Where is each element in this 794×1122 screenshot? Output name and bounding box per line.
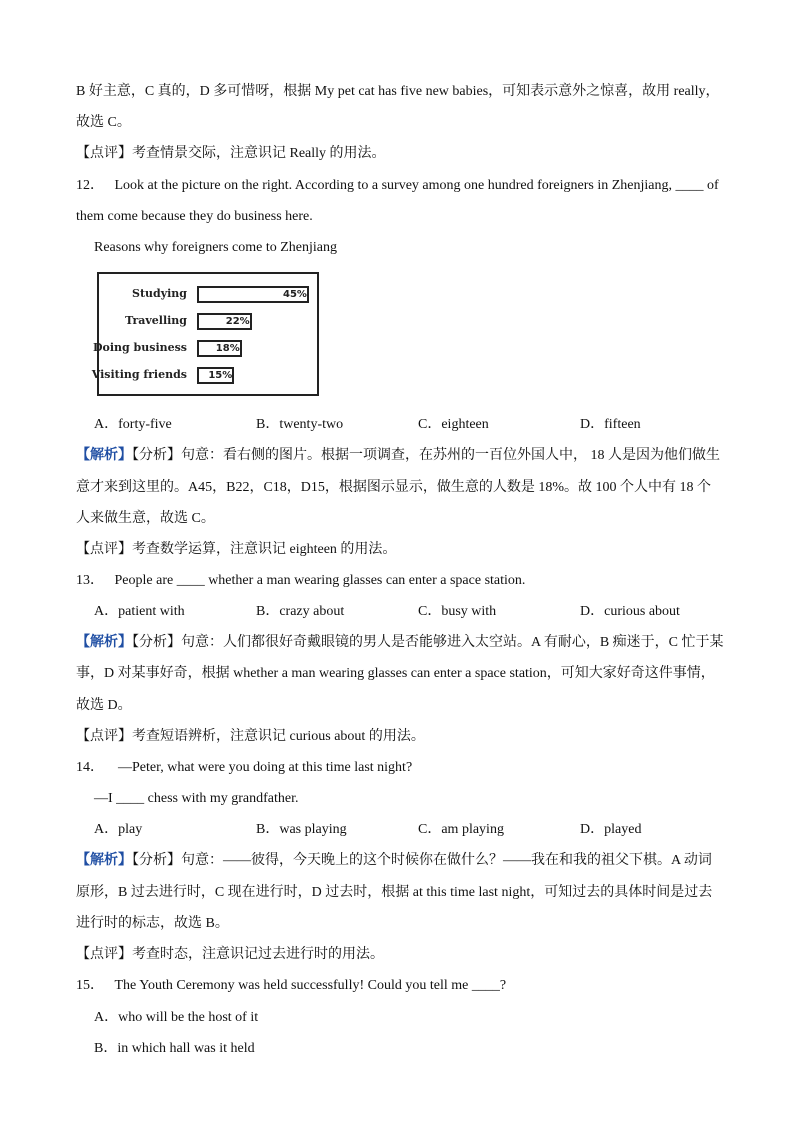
analysis-tag: 【解析】 [76,448,132,463]
chart-category-label: Travelling [125,314,187,327]
q14-stem-line1: 14． —Peter, what were you doing at this time last night? [76,760,413,775]
q12-option-b: B．twenty-two [256,417,344,432]
q12-option-a: A．forty-five [94,417,172,432]
chart-value-label: 22% [225,316,250,327]
q13-analysis-line3: 故选 D。 [76,698,132,713]
chart-category-label: Visiting friends [91,368,187,381]
q12-analysis-line1: 【解析】【分析】句意：看右侧的图片。根据一项调查，在苏州的一百位外国人中， 18 人是因为他们做生 [76,448,720,463]
chart-title: Reasons why foreigners come to Zhenjiang [94,240,337,255]
q14-stem-line2: —I ____ chess with my grandfather. [94,791,299,806]
q12-stem-line2: them come because they do business here. [76,209,313,224]
chart-category-label: Studying [132,287,187,300]
q13-option-a: A．patient with [94,604,185,619]
q14-option-d: D．played [580,822,642,837]
analysis-tag: 【解析】 [76,635,132,650]
review-text: 考查情景交际，注意识记 Really 的用法。 [132,146,386,161]
bar-chart [91,272,319,396]
q12-analysis-line2: 意才来到这里的。A45，B22，C18，D15，根据图示显示，做生意的人数是 18%。故 100 个人中有 18 个 [76,480,712,495]
q13-stem: 13． People are ____ whether a man wearing glasses can enter a space station. [76,573,526,588]
q15-option-b: B．in which hall was it held [94,1041,255,1056]
q13-option-c: C．busy with [418,604,497,619]
q12-option-c: C．eighteen [418,417,489,432]
q13-review: 【点评】考查短语辨析，注意识记 curious about 的用法。 [76,729,425,744]
q11-analysis-line2: 故选 C。 [76,115,131,130]
q13-option-d: D．curious about [580,604,680,619]
chart-category-label: Doing business [92,341,187,354]
q11-review [76,144,386,164]
q14-option-c: C．am playing [418,822,504,837]
chart-value-label: 45% [283,289,307,300]
question-number: 12． [76,178,104,193]
q15-option-a: A．who will be the host of it [94,1010,259,1025]
chart-value-label: 15% [208,370,233,381]
q14-review: 【点评】考查时态，注意识记过去进行时的用法。 [76,947,384,962]
q12-review: 【点评】考查数学运算，注意识记 eighteen 的用法。 [76,542,397,557]
q14-analysis-line3: 进行时的标志，故选 B。 [76,916,229,931]
q14-analysis-line2: 原形，B 过去进行时，C 现在进行时，D 过去时，根据 at this time last night，可知过去的具体时间是过去 [76,885,713,900]
analysis-tag: 【解析】 [76,853,132,868]
q12-option-d: D．fifteen [580,417,641,432]
q14-option-a: A．play [94,822,143,837]
q15-stem: 15． The Youth Ceremony was held successfully! Could you tell me ____? [76,978,507,993]
q13-analysis-line2: 事，D 对某事好奇，根据 whether a man wearing glasses can enter a space station，可知大家好奇这件事情， [76,666,715,681]
chart-value-label: 18% [215,343,240,354]
q13-option-b: B．crazy about [256,604,345,619]
q12-stem-line1 [76,176,719,196]
question-stem: Look at the picture on the right. According to a survey among one hundred foreigners in Zhenjiang, ____ of [114,178,719,193]
q14-analysis-line1: 【解析】【分析】句意：——彼得，今天晚上的这个时候你在做什么？——我在和我的祖父下棋。A 动词 [76,853,712,868]
review-tag: 【点评】 [76,146,132,161]
q12-analysis-line3: 人来做生意，故选 C。 [76,511,215,526]
q13-analysis-line1: 【解析】【分析】句意：人们都很好奇戴眼镜的男人是否能够进入太空站。A 有耐心，B 痴迷于，C 忙于某 [76,635,724,650]
q11-analysis-line1: B 好主意，C 真的，D 多可惜呀，根据 My pet cat has five new babies，可知表示意外之惊喜，故用 really， [76,84,720,99]
q14-option-b: B．was playing [256,822,347,837]
